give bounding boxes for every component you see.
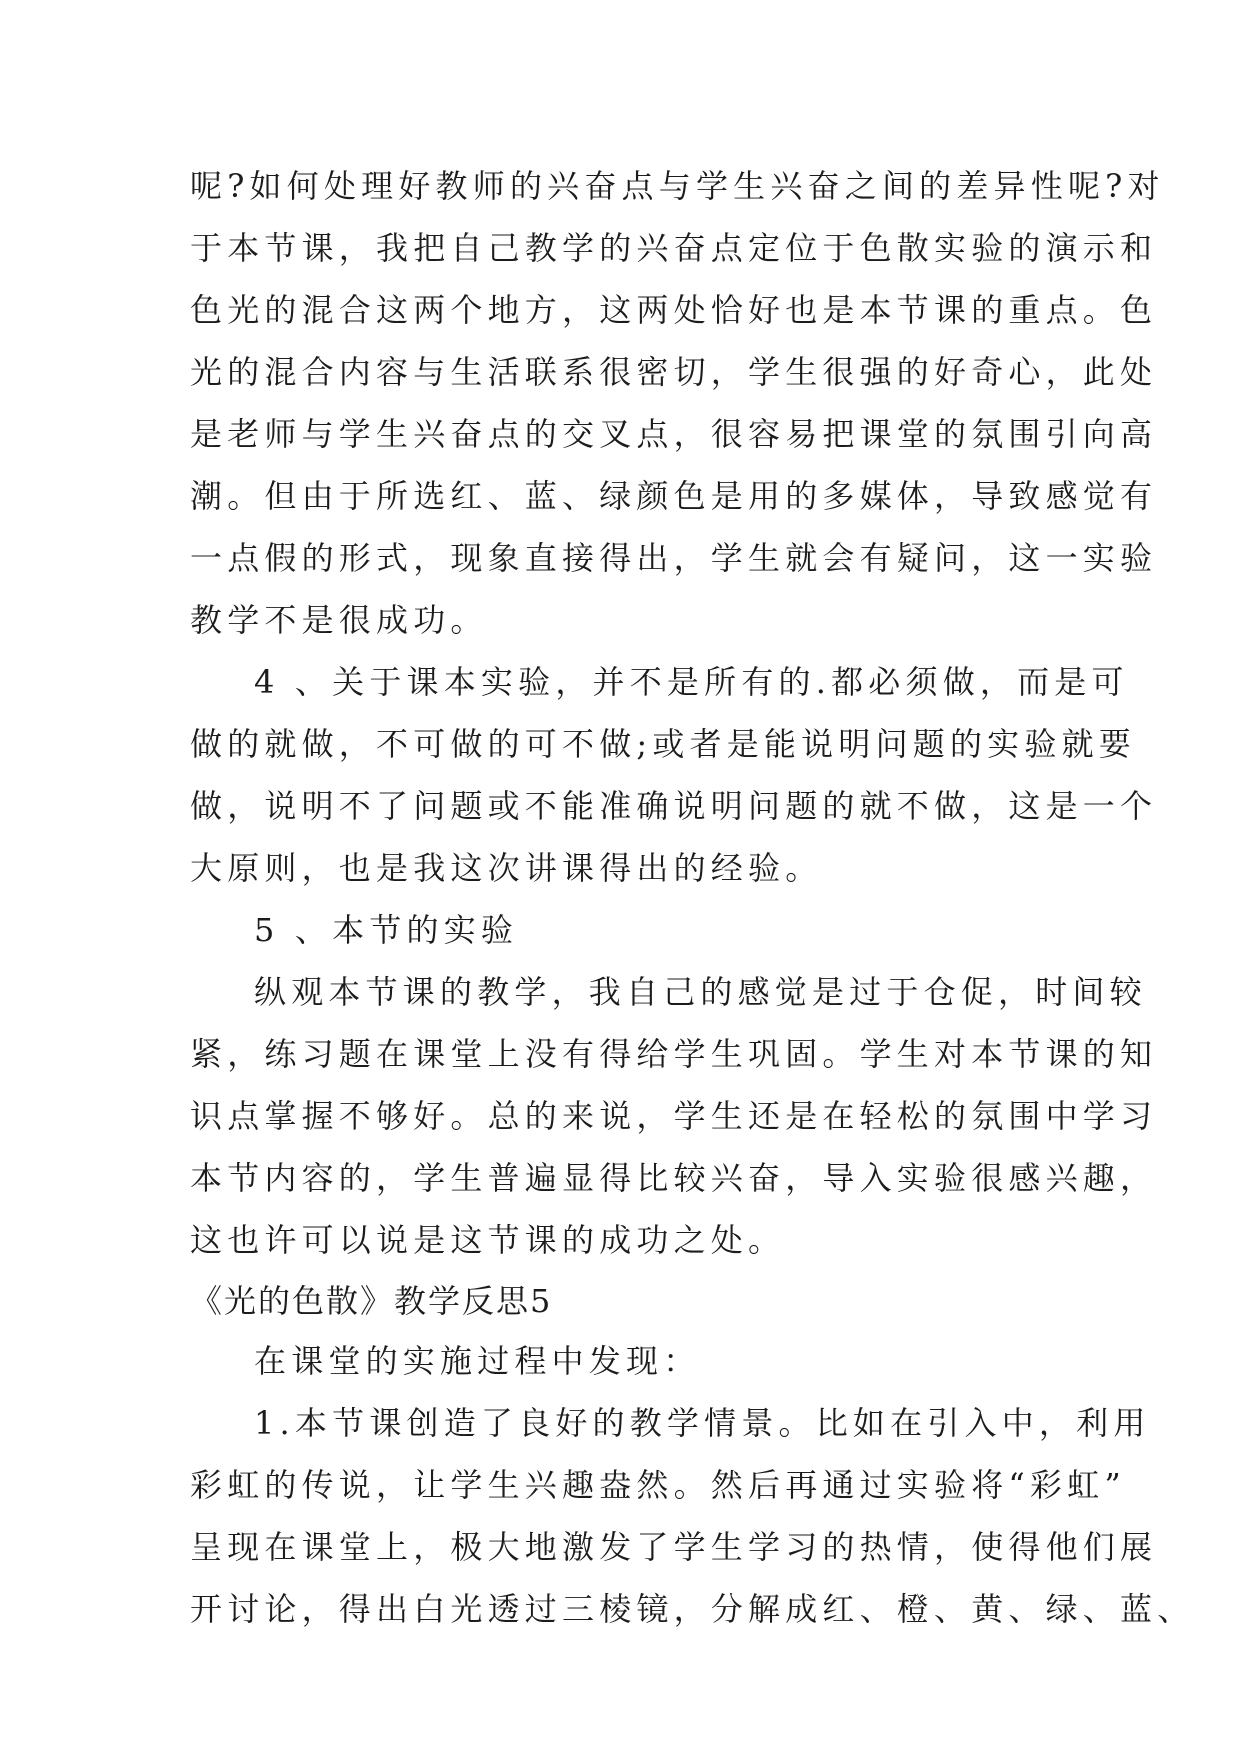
text-line: 是老师与学生兴奋点的交叉点，很容易把课堂的氛围引向高: [190, 415, 1158, 453]
text-line: 开讨论，得出白光透过三棱镜，分解成红、橙、黄、绿、蓝、: [190, 1590, 1195, 1628]
text-line: 色光的混合这两个地方，这两处恰好也是本节课的重点。色: [190, 291, 1158, 329]
text-line: 光的混合内容与生活联系很密切，学生很强的好奇心，此处: [190, 353, 1158, 391]
text-line: 识点掌握不够好。总的来说，学生还是在轻松的氛围中学习: [190, 1097, 1158, 1135]
text-line: 教学不是很成功。: [190, 601, 488, 639]
text-line: 紧，练习题在课堂上没有得给学生巩固。学生对本节课的知: [190, 1035, 1158, 1073]
text-line: 纵观本节课的教学，我自己的感觉是过于仓促，时间较: [254, 973, 1147, 1011]
text-line: 5 、本节的实验: [254, 911, 519, 949]
text-line: 做，说明不了问题或不能准确说明问题的就不做，这是一个: [190, 787, 1158, 825]
text-line: 呈现在课堂上，极大地激发了学生学习的热情，使得他们展: [190, 1528, 1158, 1566]
text-line: 潮。但由于所选红、蓝、绿颜色是用的多媒体，导致感觉有: [190, 477, 1158, 515]
text-line: 做的就做，不可做的可不做;或者是能说明问题的实验就要: [190, 725, 1136, 763]
section-heading: 《光的色散》教学反思5: [190, 1282, 553, 1320]
text-line: 这也许可以说是这节课的成功之处。: [190, 1221, 786, 1259]
text-line: 一点假的形式，现象直接得出，学生就会有疑问，这一实验: [190, 539, 1158, 577]
text-line: 4 、关于课本实验，并不是所有的.都必须做，而是可: [254, 663, 1129, 701]
text-line: 彩虹的传说，让学生兴趣盎然。然后再通过实验将“彩虹”: [190, 1466, 1126, 1504]
text-line: 在课堂的实施过程中发现：: [254, 1342, 701, 1380]
text-line: 于本节课，我把自己教学的兴奋点定位于色散实验的演示和: [190, 229, 1158, 267]
text-line: 呢?如何处理好教师的兴奋点与学生兴奋之间的差异性呢?对: [190, 167, 1165, 205]
text-line: 大原则，也是我这次讲课得出的经验。: [190, 849, 823, 887]
text-line: 1.本节课创造了良好的教学情景。比如在引入中，利用: [254, 1404, 1151, 1442]
text-line: 本节内容的，学生普遍显得比较兴奋，导入实验很感兴趣，: [190, 1159, 1158, 1197]
